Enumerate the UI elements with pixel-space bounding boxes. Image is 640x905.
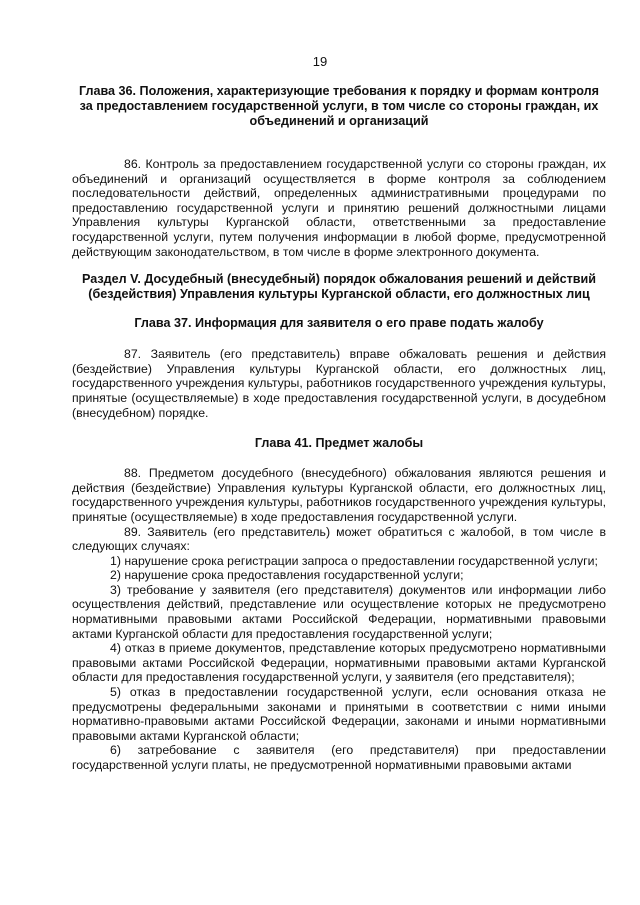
list-item-6: 6) затребование с заявителя (его представителя) при предоставлении государственной услуги платы, не предусмотренной нормативными правовыми актами [72,743,606,772]
paragraph-88: 88. Предметом досудебного (внесудебного) обжалования являются решения и действия (бездействие) Управления культуры Курганской области, его должностных лиц, государственного учреждения культуры, работников государственного учреждения культуры, принятые (осуществляемые) в ходе предоставления государственной услуги. [72,466,606,524]
paragraph-87: 87. Заявитель (его представитель) вправе обжаловать решения и действия (бездействие) Управления культуры Курганской области, его должностных лиц, государственного учреждения культуры, работников государственного учреждения культуры, принятые (осуществляемые) в ходе предоставления государственной услуги, в досудебном (внесудебном) порядке. [72,347,606,420]
list-item-5: 5) отказ в предоставлении государственной услуги, если основания отказа не предусмотрены федеральными законами и принятыми в соответствии с ними иными нормативно-правовыми актами Российской Федерации, законами и иными нормативными правовыми актами Курганской области; [72,685,606,743]
chapter-36-heading: Глава 36. Положения, характеризующие требования к порядку и формам контроля за предоставлением государственной услуги, в том числе со стороны граждан, их объединений и организаций [78,84,600,128]
list-item-4: 4) отказ в приеме документов, представление которых предусмотрено нормативными правовыми актами Российской Федерации, нормативными правовыми актами Курганской области для предоставления государственной услуги, у заявителя (его представителя); [72,641,606,685]
list-item-2: 2) нарушение срока предоставления государственной услуги; [110,568,464,583]
paragraph-89: 89. Заявитель (его представитель) может обратиться с жалобой, в том числе в следующих случаях: [72,524,606,554]
list-item-1: 1) нарушение срока регистрации запроса о предоставлении государственной услуги; [110,553,598,568]
page-content [72,84,606,773]
chapter-41-heading: Глава 41. Предмет жалобы [254,436,424,451]
list-item-3: 3) требование у заявителя (его представителя) документов или информации либо осуществления действий, представление или осуществление которых не предусмотрено нормативными правовыми актами Российской Федерации, нормативными правовыми актами Курганской области для предоставления государственной услуги; [72,582,606,641]
page-number: 19 [312,54,328,69]
chapter-37-heading: Глава 37. Информация для заявителя о его праве подать жалобу [134,316,544,331]
section-5-heading: Раздел V. Досудебный (внесудебный) порядок обжалования решений и действий (бездействия) Управления культуры Курганской области, его должностных лиц [82,272,596,302]
paragraph-86: 86. Контроль за предоставлением государственной услуги со стороны граждан, их объединений и организаций осуществляется в форме контроля за соблюдением последовательности действий, определенных административными процедурами по предоставлению государственной услуги и принятию решений должностными лицами Управления культуры Курганской области, ответственными за предоставление государственной услуги, путем получения информации в любой форме, предусмотренной действующим законодательством, в том числе в форме электронного документа. [72,157,606,259]
